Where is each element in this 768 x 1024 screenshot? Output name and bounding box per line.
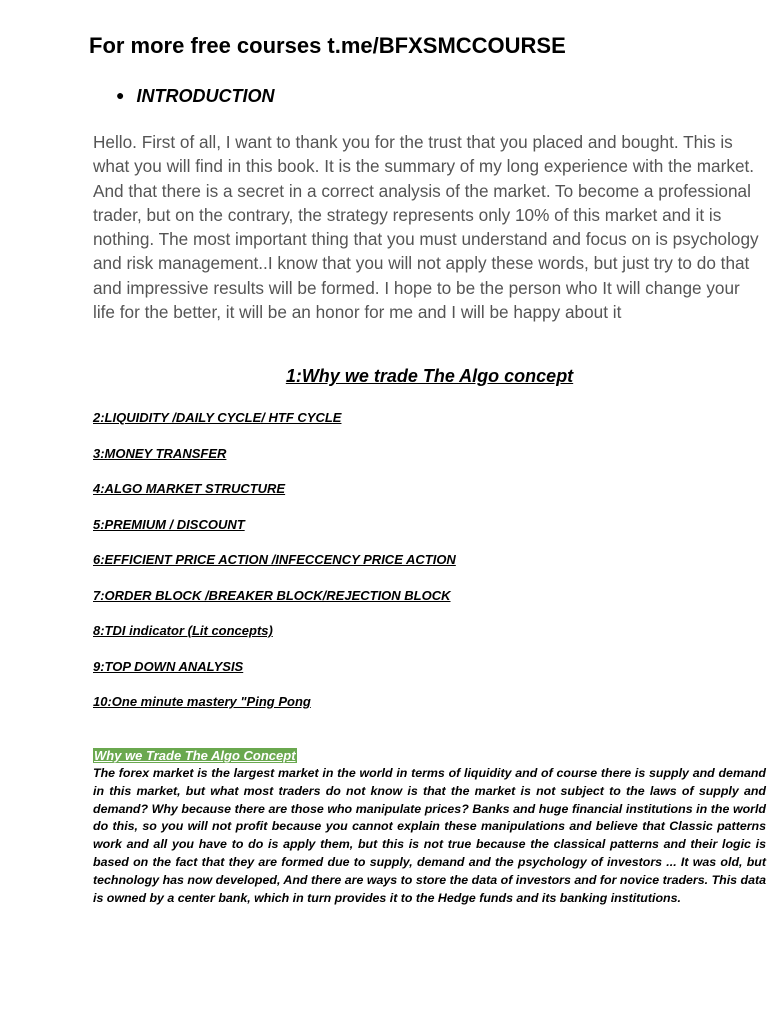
- toc-item: 10:One minute mastery "Ping Pong: [93, 694, 311, 709]
- table-of-contents: [93, 410, 456, 730]
- introduction-heading: [116, 86, 274, 107]
- section-heading-label: 1:Why we trade The Algo concept: [285, 366, 574, 386]
- chapter-body: The forex market is the largest market in the world in terms of liquidity and of course there is supply and demand in this market, but what most traders do not know is that the market is not subject to the laws of supply and demand? Why because there are those who manipulate prices? Banks and huge financial institutions in the world do this, so you will not profit because you cannot explain these manipulations and believe that Classic patterns work and all you have to do is apply them, but this is not true because the classical patterns and their logic is based on the fact that they are formed due to supply, demand and the psychology of investors ... It was old, but technology has now developed, And there are ways to store the data of investors and for novice traders. This data is owned by a center bank, which in turn provides it to the Hedge funds and its banking institutions.: [93, 766, 766, 905]
- toc-item: 3:MONEY TRANSFER: [93, 445, 227, 461]
- bullet-icon: ●: [116, 87, 125, 103]
- introduction-heading-label: INTRODUCTION: [136, 86, 275, 106]
- toc-item: 9:TOP DOWN ANALYSIS: [93, 658, 244, 674]
- toc-item: 4:ALGO MARKET STRUCTURE: [93, 481, 286, 496]
- page-title: For more free courses t.me/BFXSMCCOURSE: [89, 33, 566, 58]
- section-heading: [0, 366, 768, 387]
- toc-item: 5:PREMIUM / DISCOUNT: [93, 516, 245, 532]
- chapter-heading: Why we Trade The Algo Concept: [94, 748, 296, 763]
- toc-item: 8:TDI indicator (Lit concepts): [93, 623, 273, 638]
- toc-item: 2:LIQUIDITY /DAILY CYCLE/ HTF CYCLE: [93, 410, 342, 425]
- introduction-body: Hello. First of all, I want to thank you for the trust that you placed and bought. This is what you will find in this book. It is the summary of my long experience with the market. And that there is a secret in a correct analysis of the market. To become a professional trader, but on the contrary, the strategy represents only 10% of this market and it is nothing. The most important thing that you must understand and focus on is psychology and risk management..I know that you will not apply these words, but just try to do that and impressive results will be formed. I hope to be the person who It will change your life for the better, it will be an honor for me and I will be happy about it: [93, 132, 759, 323]
- toc-item: 6:EFFICIENT PRICE ACTION /INFECCENCY PRICE ACTION: [93, 552, 456, 567]
- toc-item: 7:ORDER BLOCK /BREAKER BLOCK/REJECTION BLOCK: [93, 587, 451, 603]
